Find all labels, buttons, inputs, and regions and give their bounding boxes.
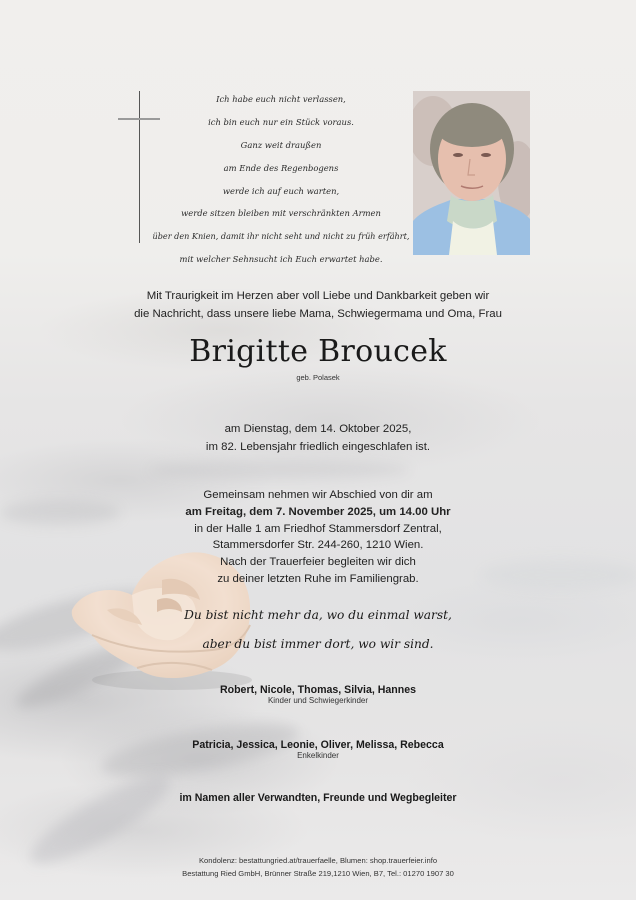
poem-line: mit welcher Sehnsucht ich Euch erwartet habe. bbox=[179, 254, 383, 265]
memorial-quote bbox=[0, 601, 636, 659]
funeral-line: zu deiner letzten Ruhe im Familiengrab. bbox=[217, 572, 419, 585]
poem-line: werde sitzen bleiben mit verschränkten Armen bbox=[181, 208, 381, 219]
footer bbox=[0, 855, 636, 880]
deceased-name: Brigitte Broucek bbox=[189, 334, 447, 369]
quote-line: Du bist nicht mehr da, wo du einmal warst, bbox=[184, 608, 452, 622]
funeral-details bbox=[0, 487, 636, 588]
portrait-illustration bbox=[413, 91, 530, 255]
background-texture bbox=[150, 460, 410, 480]
portrait-photo bbox=[413, 91, 530, 255]
funeral-date-time: am Freitag, dem 7. November 2025, um 14.00 Uhr bbox=[185, 505, 451, 518]
poem-line: Ganz weit draußen bbox=[240, 139, 322, 150]
maiden-name: geb. Polasek bbox=[296, 373, 340, 382]
funeral-line: Gemeinsam nehmen wir Abschied von dir am bbox=[203, 489, 433, 501]
mourner-relation: Kinder und Schwiegerkinder bbox=[267, 696, 369, 705]
poem-line: am Ende des Regenbogens bbox=[223, 162, 339, 173]
footer-condolence: Kondolenz: bestattungried.at/trauerfaelle, Blumen: shop.trauerfeier.info bbox=[198, 856, 438, 865]
cross-icon bbox=[139, 91, 140, 243]
funeral-line: Nach der Trauerfeier begleiten wir dich bbox=[220, 556, 416, 569]
poem bbox=[150, 91, 412, 274]
poem-line: ich bin euch nur ein Stück voraus. bbox=[208, 116, 354, 127]
death-age: im 82. Lebensjahr friedlich eingeschlafen ist. bbox=[205, 440, 431, 453]
death-date: am Dienstag, dem 14. Oktober 2025, bbox=[224, 423, 412, 435]
funeral-location: in der Halle 1 am Friedhof Stammersdorf Zentral, bbox=[194, 522, 442, 535]
funeral-address: Stammersdorfer Str. 244-260, 1210 Wien. bbox=[212, 539, 424, 552]
poem-line: über den Knien, damit ihr nicht seht und nicht zu früh erfährt, bbox=[152, 231, 410, 242]
poem-line: werde ich auf euch warten, bbox=[222, 185, 340, 196]
behalf-line: im Namen aller Verwandten, Freunde und Wegbegleiter bbox=[179, 792, 457, 804]
mourner-group bbox=[0, 684, 636, 705]
quote-line: aber du bist immer dort, wo wir sind. bbox=[202, 637, 434, 651]
mourner-names: Robert, Nicole, Thomas, Silvia, Hannes bbox=[219, 684, 417, 696]
poem-line: Ich habe euch nicht verlassen, bbox=[216, 94, 346, 104]
mourner-group bbox=[0, 739, 636, 760]
intro-line: die Nachricht, dass unsere liebe Mama, Schwiegermama und Oma, Frau bbox=[134, 308, 502, 320]
death-notice bbox=[0, 421, 636, 456]
mourner-relation: Enkelkinder bbox=[297, 751, 339, 760]
intro-line: Mit Traurigkeit im Herzen aber voll Liebe und Dankbarkeit geben wir bbox=[146, 290, 490, 302]
announcement-intro bbox=[0, 287, 636, 323]
footer-undertaker: Bestattung Ried GmbH, Brünner Straße 219,1210 Wien, B7, Tel.: 01270 1907 30 bbox=[182, 868, 454, 878]
mourner-names: Patricia, Jessica, Leonie, Oliver, Melissa, Rebecca bbox=[192, 739, 444, 751]
